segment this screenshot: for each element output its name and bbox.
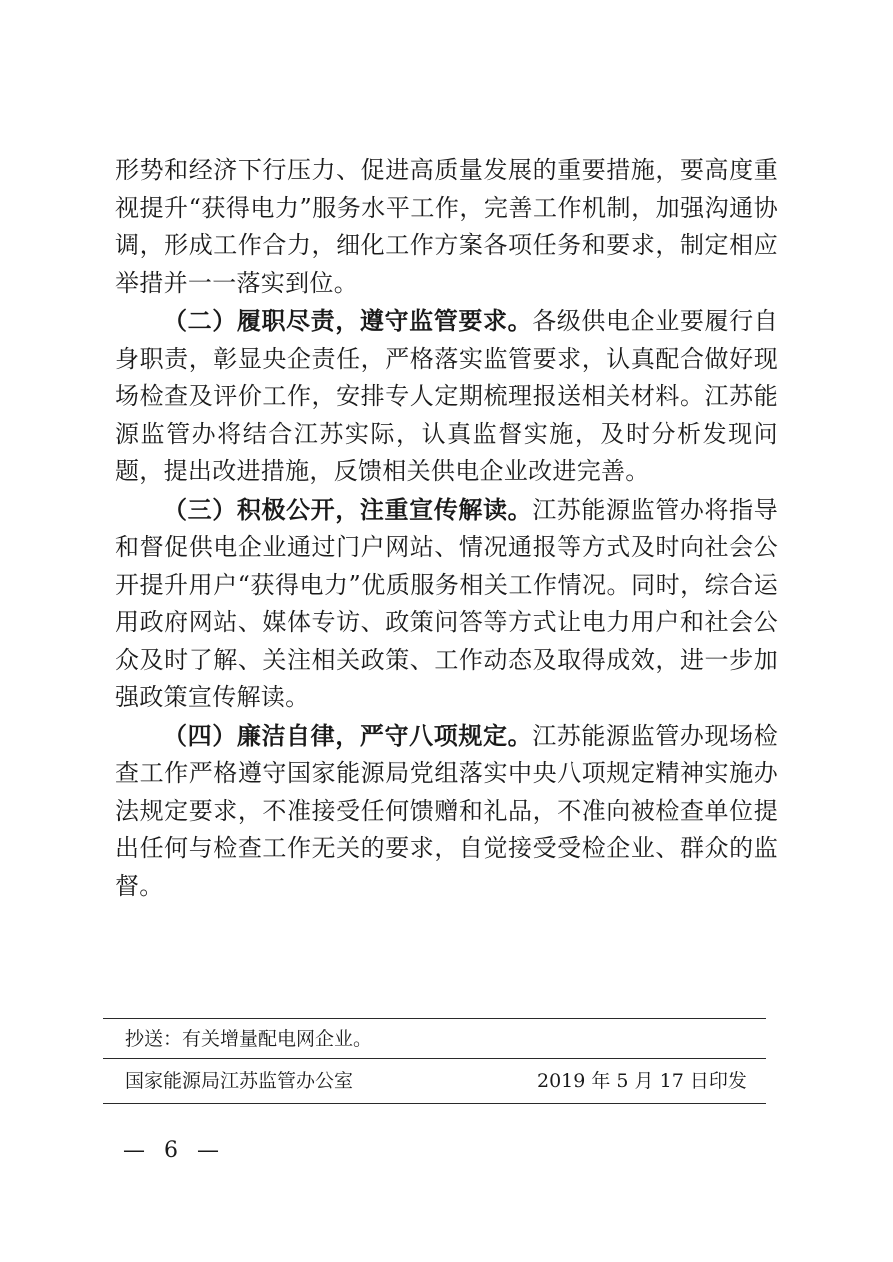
footer-top-rule <box>103 1018 766 1019</box>
issue-date: 2019 年 5 月 17 日印发 <box>537 1070 747 1092</box>
page-number: — 6 — <box>123 1138 225 1163</box>
footer-bottom-rule <box>103 1103 766 1104</box>
paragraph-text: 形势和经济下行压力、促进高质量发展的重要措施，要高度重视提升“获得电力”服务水平工作，完善工作机制，加强沟通协调，形成工作合力，细化工作方案各项任务和要求，制定相应举措并一一落实到位。 <box>115 156 778 297</box>
paragraph-heading: （四）廉洁自律，严守八项规定。 <box>163 720 533 750</box>
paragraph-heading: （二）履职尽责，遵守监管要求。 <box>163 306 533 335</box>
paragraph-text: 各级供电企业要履行自身职责，彰显央企责任，严格落实监管要求，认真配合做好现场检查及评价工作，安排专人定期梳理报送相关材料。江苏能源监管办将结合江苏实际，认真监督实施，及时分析发现问题，提出改进措施，反馈相关供电企业改进完善。 <box>115 307 778 485</box>
paragraph-continuation <box>115 152 778 302</box>
paragraph-duty <box>115 302 778 491</box>
paragraph-text: 江苏能源监管办将指导和督促供电企业通过门户网站、情况通报等方式及时向社会公开提升用户“获得电力”优质服务相关工作情况。同时，综合运用政府网站、媒体专访、政策问答等方式让电力用户和社会公众及时了解、关注相关政策、工作动态及取得成效，进一步加强政策宣传解读。 <box>115 495 778 711</box>
paragraph-publicity <box>115 491 778 717</box>
issuing-office: 国家能源局江苏监管办公室 <box>125 1070 354 1092</box>
paragraph-text: 江苏能源监管办现场检查工作严格遵守国家能源局党组落实中央八项规定精神实施办法规定要求，不准接受任何馈赠和礼品，不准向被检查单位提出任何与检查工作无关的要求，自觉接受受检企业、群众的监督。 <box>115 721 778 900</box>
paragraph-heading: （三）积极公开，注重宣传解读。 <box>163 494 533 524</box>
footer-middle-rule <box>103 1058 766 1059</box>
paragraph-integrity <box>115 717 778 906</box>
cc-recipients: 抄送：有关增量配电网企业。 <box>125 1028 373 1050</box>
document-body <box>115 152 778 905</box>
